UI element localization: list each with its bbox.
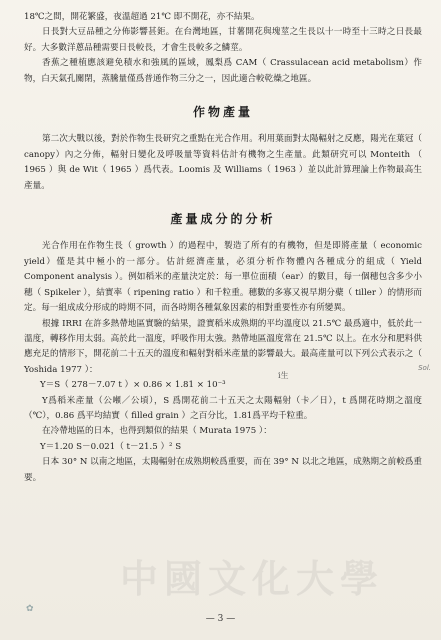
paragraph-japan: 在冷帶地區的日本，也得到類似的結果（ Murata 1975 ）： (42, 426, 272, 437)
paragraph-photosynthesis: 第二次大戰以後，對於作物生長研究之重點在光合作用。利用葉面對太陽輻射之反應，陽光在葉冠（ canopy）內之分佈，輻射日變化及呼吸量等資料估計有機物之生產量。此類研究可以 Monteith （ 1965 ）與 de Wit（ 1965 ）爲代表。Loomis 及 Williams（ 1963 ）並以此計算理論上作物最高生產量。 (24, 134, 422, 191)
inline-handwritten-note: i生 (278, 371, 289, 380)
section-heading-crop-yield: 作物產量 (192, 105, 253, 120)
watermark-text: 中國文化大學 (120, 556, 385, 601)
paragraph-cam: 香蕉之種植應該避免積水和強風的區域，鳳梨爲 CAM（ Crassulacean acid metabolism）作物，白天氣孔關閉，蒸騰量僅爲普通作物三分之一，因此適合較乾燥之地區。 (24, 58, 422, 84)
corner-stamp-icon: ✿ (26, 604, 34, 614)
section-heading-yield-components: 產量成分的分析 (170, 212, 276, 227)
paragraph-variables: Y爲稻米產量（公噸／公頃），S 爲開花前二十五天之太陽輻射（卡／日），t 爲開花時期之溫度（℃），0.86 爲平均結實（ filled grain ）之百分比，1.81爲平均千粒重。 (24, 395, 422, 421)
paragraph-temperature: 18℃之間，開花繁盛，夜溫超過 21℃ 即不開花，亦不結果。 (24, 12, 260, 22)
equation-yoshida: Y＝S（ 278－7.07 t ）× 0.86 × 1.81 × 10⁻³ (40, 380, 226, 391)
paragraph-latitude: 日本 30° N 以南之地區，太陽輻射在成熟期較爲重要，而在 39° N 以北之地區，成熟期之前較爲重要。 (24, 457, 422, 483)
equation-murata: Y＝1.20 S－0.021（ t－21.5 ）² S (40, 441, 182, 452)
paragraph-daylength: 日長對大豆品種之分佈影響甚鉅。在台灣地區，甘薯開花與塊莖之生長以十一時至十三時之日長最好。大多數洋蔥品種需要日長較長，才會生長較多之鱗莖。 (24, 27, 422, 53)
paragraph-yield-components: 光合作用在作物生長（ growth ）的過程中，製造了所有的有機物，但是即將產量（ economic yield）僅是其中極小的一部分。估計經濟產量，必須分析作物體內各種成分的組成（ Yield Component analysis ）。例如稻米的產量決定於：每一單位面積（ear）的數目，每一個穗包含多少小穗（ Spikeler ），結實率（ ripening ratio ）和千粒重。穗數的多寡又視早期分蘗（ tiller ）的情形而定。每一組成成分形成的時期不同，而各時期各種氣象因素的相對重要性亦有所變異。 (24, 241, 422, 314)
document-body (24, 10, 422, 486)
page-number: — 3 — (205, 614, 236, 624)
margin-handwritten-note: Sol. (418, 364, 431, 372)
paragraph-irri: 根據 IRRI 在許多熱帶地區實驗的結果，證實稻米成熟期的平均溫度以 21.5℃ 最爲適中，低於此一溫度，轉移作用太弱。高於此一溫度，呼吸作用太強。熱帶地區溫度常在 21.5℃ 以上。在水分和肥料供應充足的情形下，開花前二十五天的溫度和輻射對稻米產量的影響最大。最高產量可以下列公式表示之（ Yoshida 1977 ）： (24, 318, 422, 375)
